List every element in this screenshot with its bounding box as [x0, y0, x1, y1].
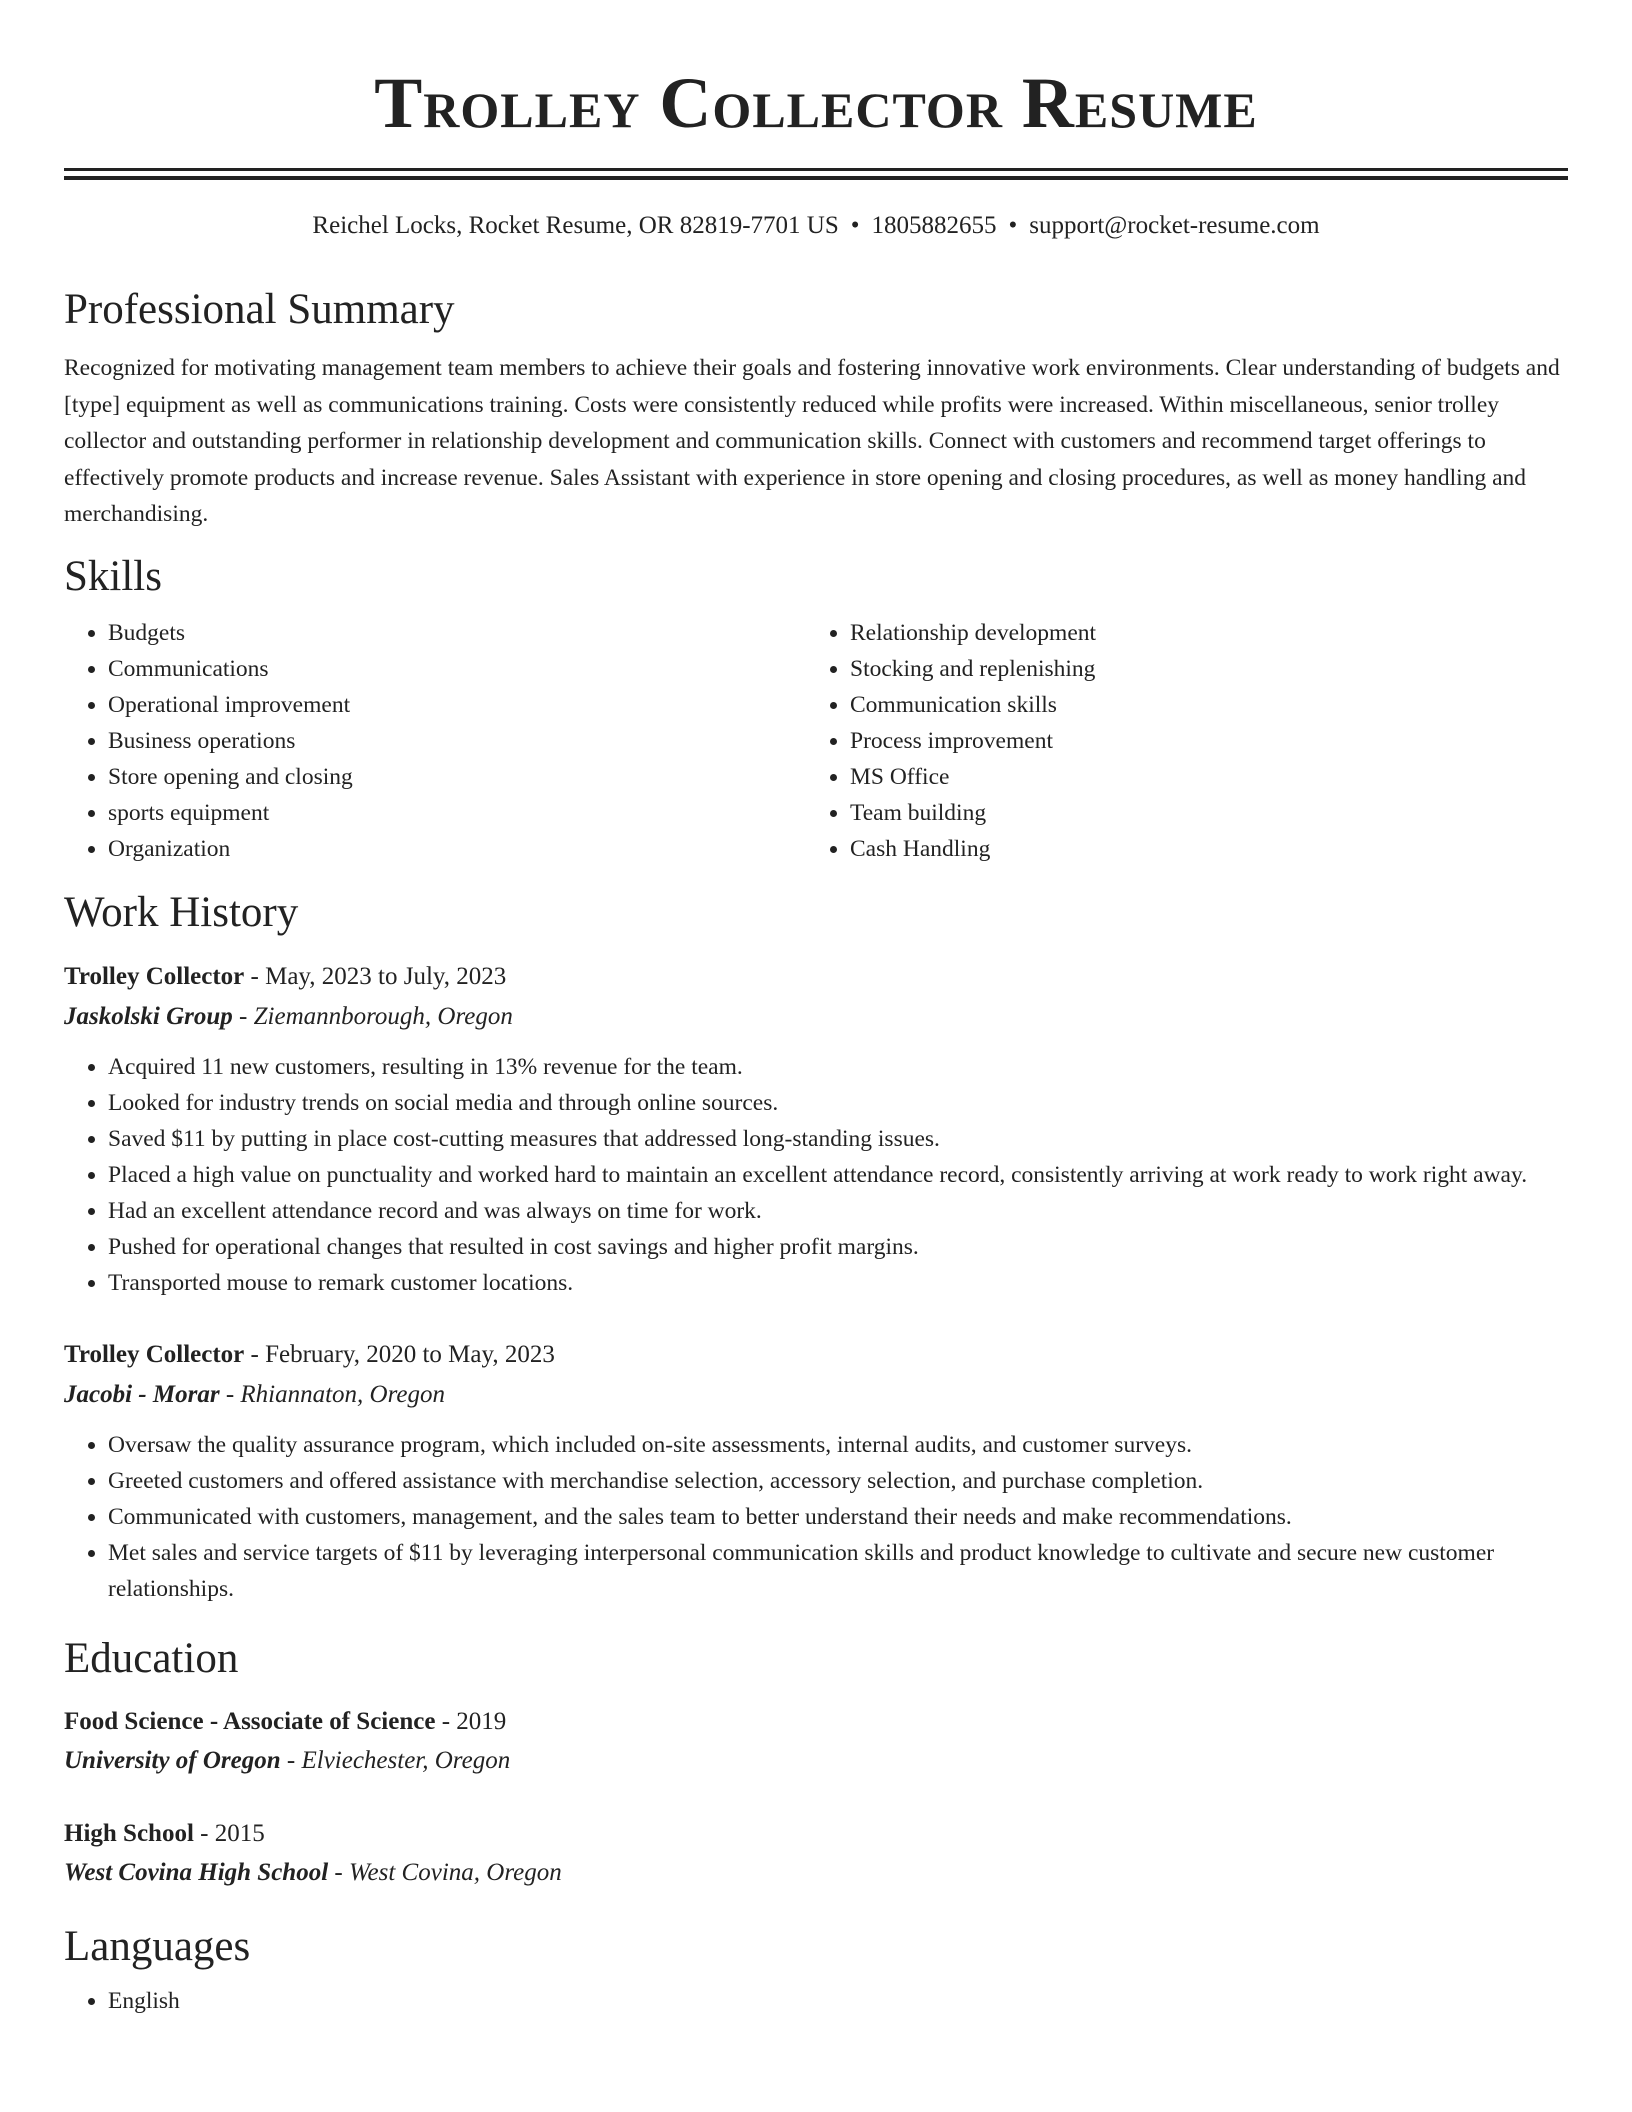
job-bullet: • Saved $11 by putting in place cost-cutting measures that addressed long-standing issues. [108, 1121, 1568, 1157]
skill-item: • Organization [108, 831, 806, 867]
job-bullets [64, 1427, 1568, 1607]
job-company-line [64, 1375, 1568, 1415]
skill-item: • Process improvement [850, 723, 1568, 759]
skill-item: • Operational improvement [108, 687, 806, 723]
education-degree: High School [64, 1819, 194, 1847]
education-heading: Education [64, 1634, 239, 1682]
job-bullet: • Met sales and service targets of $11 by leveraging interpersonal communication skills and product knowledge to cultivate and secure new customer relationships. [108, 1535, 1568, 1607]
work-history-heading: Work History [64, 888, 299, 936]
skills-heading: Skills [64, 552, 162, 600]
job-bullets [64, 1049, 1568, 1301]
skill-item: • Cash Handling [850, 831, 1568, 867]
skill-item: • MS Office [850, 759, 1568, 795]
contact-separator: • [850, 212, 860, 239]
job-bullet: • Communicated with customers, management, and the sales team to better understand their needs and make recommendations. [108, 1499, 1568, 1535]
job-bullet: • Had an excellent attendance record and was always on time for work. [108, 1193, 1568, 1229]
job-title-line [64, 957, 1568, 997]
skill-item: • sports equipment [108, 795, 806, 831]
education-degree: Food Science - Associate of Science [64, 1707, 436, 1735]
education-school-line [64, 1853, 1568, 1893]
job-bullet: • Acquired 11 new customers, resulting in 13% revenue for the team. [108, 1049, 1568, 1085]
education-school: West Covina High School [64, 1858, 329, 1886]
education-school-line [64, 1741, 1568, 1781]
skill-item: • Store opening and closing [108, 759, 806, 795]
job-dates: - May, 2023 to July, 2023 [244, 962, 507, 990]
education-school: University of Oregon [64, 1746, 281, 1774]
education-entry [64, 1815, 1568, 1893]
job-bullet: • Oversaw the quality assurance program, which included on-site assessments, internal audits, and customer surveys. [108, 1427, 1568, 1463]
skill-item: • Relationship development [850, 615, 1568, 651]
job-bullet: • Transported mouse to remark customer locations. [108, 1265, 1568, 1301]
contact-separator: • [1008, 212, 1018, 239]
skill-item: • Budgets [108, 615, 806, 651]
education-location: - Elviechester, Oregon [280, 1746, 511, 1774]
education-year: - 2015 [193, 1819, 265, 1847]
education-year: - 2019 [435, 1707, 507, 1735]
job-entry [64, 957, 1568, 1301]
job-entry [64, 1335, 1568, 1607]
resume-title: Trolley Collector Resume [374, 63, 1258, 143]
skills-list-left [64, 615, 806, 867]
job-bullet: • Greeted customers and offered assistance with merchandise selection, accessory selection, and purchase completion. [108, 1463, 1568, 1499]
job-company: Jacobi - Morar [64, 1380, 220, 1408]
contact-phone: 1805882655 [871, 212, 997, 239]
title-divider [64, 168, 1568, 180]
job-company-line [64, 997, 1568, 1037]
contact-address: Reichel Locks, Rocket Resume, OR 82819-7701 US [312, 212, 839, 239]
education-degree-line [64, 1815, 1568, 1853]
education-degree-line [64, 1703, 1568, 1741]
languages-heading: Languages [64, 1922, 251, 1970]
job-location: - Ziemannborough, Oregon [232, 1002, 513, 1030]
contact-line [64, 210, 1568, 242]
job-role: Trolley Collector [64, 1340, 245, 1368]
skill-item: • Team building [850, 795, 1568, 831]
skill-item: • Business operations [108, 723, 806, 759]
job-location: - Rhiannaton, Oregon [219, 1380, 446, 1408]
skills-columns [64, 615, 1568, 867]
job-role: Trolley Collector [64, 962, 245, 990]
skill-item: • Communication skills [850, 687, 1568, 723]
language-item: • English [108, 1983, 1568, 2019]
job-company: Jaskolski Group [64, 1002, 233, 1030]
education-entry [64, 1703, 1568, 1781]
skill-item: • Communications [108, 651, 806, 687]
job-title-line [64, 1335, 1568, 1375]
job-bullet: • Looked for industry trends on social media and through online sources. [108, 1085, 1568, 1121]
summary-text: Recognized for motivating management team members to achieve their goals and fostering innovative work environments. Clear understanding of budgets and [type] equipment as well as communications training. Costs were consistently reduced while profits were increased. Within miscellaneous, senior trolley collector and outstanding performer in relationship development and communication skills. Connect with customers and recommend target offerings to effectively promote products and increase revenue. Sales Assistant with experience in store opening and closing procedures, as well as money handling and merchandising. [64, 355, 1560, 527]
job-bullet: • Placed a high value on punctuality and worked hard to maintain an excellent attendance record, consistently arriving at work ready to work right away. [108, 1157, 1568, 1193]
skill-item: • Stocking and replenishing [850, 651, 1568, 687]
skills-list-right [806, 615, 1568, 867]
job-dates: - February, 2020 to May, 2023 [244, 1340, 555, 1368]
summary-heading: Professional Summary [64, 286, 455, 333]
languages-list [64, 1983, 1568, 2019]
job-bullet: • Pushed for operational changes that resulted in cost savings and higher profit margins. [108, 1229, 1568, 1265]
contact-email[interactable]: support@rocket-resume.com [1029, 212, 1320, 239]
education-location: - West Covina, Oregon [328, 1858, 562, 1886]
